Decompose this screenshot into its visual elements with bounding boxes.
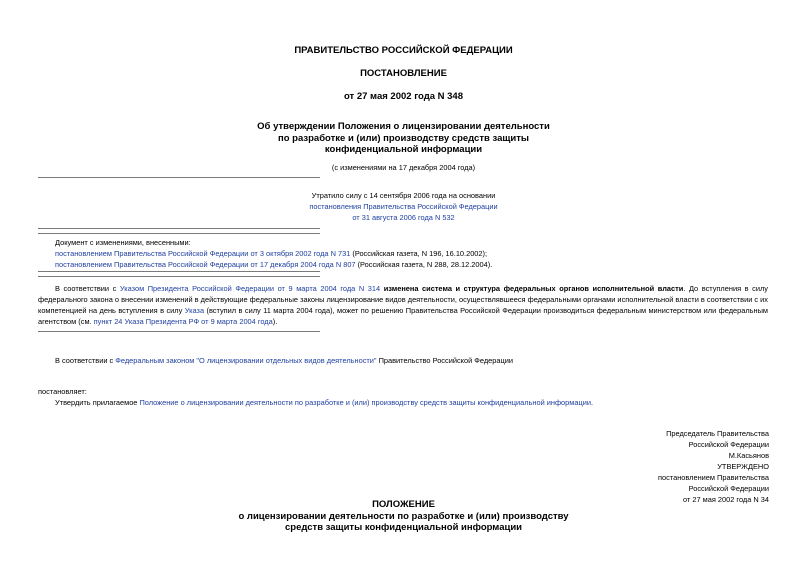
signature-title-2: Российской Федерации: [688, 440, 769, 449]
government-heading: ПРАВИТЕЛЬСТВО РОССИЙСКОЙ ФЕДЕРАЦИИ: [294, 45, 513, 56]
regulation-line-2: средств защиты конфиденциальной информации: [284, 522, 523, 533]
approve-paragraph: Утвердить прилагаемое Положение о лицензировании деятельности по разработке и (или) производству средств защиты конфиденциальной информации.: [55, 398, 594, 407]
changes-block: [55, 237, 775, 270]
repeal-block: [0, 190, 807, 223]
regulation-line-1: о лицензировании деятельности по разработке и (или) производству: [238, 510, 569, 522]
divider: [38, 233, 320, 234]
document-type: ПОСТАНОВЛЕНИЕ: [360, 68, 447, 79]
repeal-text: Утратило силу с 14 сентября 2006 года на основании: [311, 191, 496, 200]
link-licensing-law[interactable]: Федеральным законом "О лицензировании отдельных видов деятельности": [115, 356, 377, 365]
change-link-807[interactable]: постановлением Правительства Российской Федерации от 17 декабря 2004 года N 807: [55, 260, 356, 269]
repeal-link-date[interactable]: от 31 августа 2006 года N 532: [352, 213, 455, 222]
approved-label: УТВЕРЖДЕНО: [717, 462, 769, 471]
link-regulation[interactable]: Положение о лицензировании деятельности по разработке и (или) производству средств защиты конфиденциальной информации: [139, 398, 591, 407]
link-decree-point-24[interactable]: пункт 24 Указа Президента РФ от 9 марта 2004 года: [93, 317, 273, 326]
divider: [38, 276, 320, 277]
divider: [38, 331, 320, 332]
document-date: от 27 мая 2002 года N 348: [343, 91, 464, 102]
decides-label: постановляет:: [38, 387, 87, 396]
approved-line: Российской Федерации: [688, 484, 769, 493]
basis-paragraph: В соответствии с Федеральным законом "О лицензировании отдельных видов деятельности" Правительство Российской Федерации: [55, 356, 513, 365]
title-line-3: конфиденциальной информации: [324, 144, 483, 155]
title-line-2: по разработке и (или) производству средств защиты: [278, 132, 529, 144]
link-decree-314[interactable]: Указом Президента Российской Федерации от 9 марта 2004 года N 314: [119, 284, 381, 293]
repeal-link-decree[interactable]: постановления Правительства Российской Федерации: [309, 202, 498, 211]
title-line-1: Об утверждении Положения о лицензировании деятельности: [257, 121, 550, 132]
divider: [38, 177, 320, 178]
signature-block: [658, 428, 769, 505]
restructuring-note: В соответствии с Указом Президента Российской Федерации от 9 марта 2004 года N 314 изменена система и структура федеральных органов исполнительной власти. До вступления в силу федерального закона о внесении изменений в действующие федеральные законы лицензирование видов деятельности, осуществлявшееся федеральными органами исполнительной власти в соответствии с их компетенцией на день вступления в силу Указа (вступил в силу 11 марта 2004 года), может по решению Правительства Российской Федерации производиться федеральным министерством или федеральным агентством (см. пункт 24 Указа Президента РФ от 9 марта 2004 года).: [38, 284, 768, 326]
amendment-note: (с изменениями на 17 декабря 2004 года): [331, 163, 476, 172]
approved-line: постановлением Правительства: [658, 473, 769, 482]
divider: [38, 271, 320, 272]
document-title: [0, 121, 807, 156]
signature-name: М.Касьянов: [728, 451, 769, 460]
changes-item: постановлением Правительства Российской Федерации от 3 октября 2002 года N 731 (Российская газета, N 196, 16.10.2002);: [55, 249, 488, 258]
signature-title: Председатель Правительства: [666, 429, 769, 438]
divider: [38, 228, 320, 229]
change-link-731[interactable]: постановлением Правительства Российской Федерации от 3 октября 2002 года N 731: [55, 249, 351, 258]
changes-intro: Документ с изменениями, внесенными:: [55, 238, 191, 247]
approved-date: от 27 мая 2002 года N 34: [683, 495, 769, 504]
link-decree[interactable]: Указа: [184, 306, 205, 315]
regulation-title: ПОЛОЖЕНИЕ: [372, 499, 435, 510]
regulation-heading: [0, 499, 807, 534]
changes-item: постановлением Правительства Российской Федерации от 17 декабря 2004 года N 807 (Российская газета, N 288, 28.12.2004).: [55, 260, 493, 269]
